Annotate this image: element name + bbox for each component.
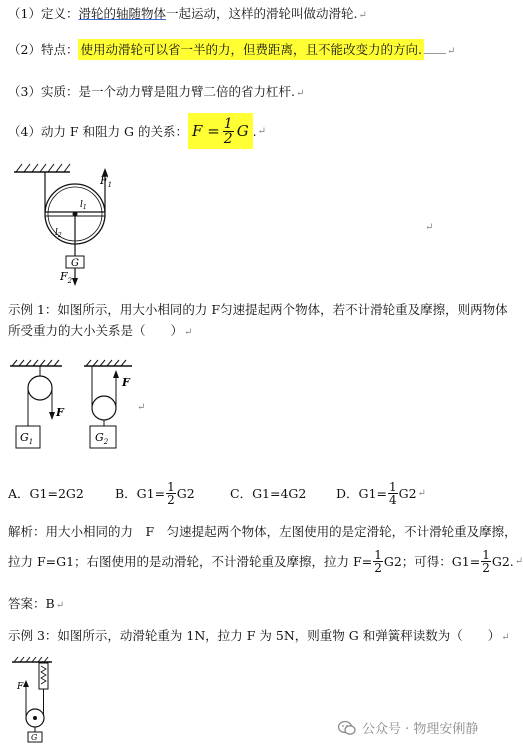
pulley-lever-figure xyxy=(10,160,120,288)
option-b: B．G1= $\frac{1}{2}$ G2 xyxy=(115,479,195,507)
option-a: A．G1=2G2 xyxy=(8,486,84,501)
essence-line: （3）实质：是一个动力臂是阻力臂二倍的省力杠杆.↵ xyxy=(8,84,305,99)
relation-line: （4）动力 F 和阻力 G 的关系： F = $\frac{1}{2}$ G . ↵ xyxy=(8,112,266,150)
definition-line: （1）定义：滑轮的轴随物体一起运动，这样的滑轮叫做动滑轮.↵ xyxy=(8,6,367,21)
spring-scale-pulley-figure xyxy=(10,656,56,746)
feature-line: （2）特点： 使用动滑轮可以省一半的力，但费距离，且不能改变力的方向. ↵ xyxy=(8,40,455,58)
option-c: C．G1=4G2 xyxy=(230,486,307,501)
relation-formula: F = $\frac{1}{2}$ G xyxy=(188,113,253,149)
label-l1: $l_1$ xyxy=(80,200,87,211)
label-f1: $F_1$ xyxy=(100,174,113,189)
analysis-line1: 解析：用大小相同的力 F 匀速提起两个物体，左图使用的是定滑轮，不计滑轮重及摩擦， xyxy=(8,524,517,539)
highlighted-feature: 使用动滑轮可以省一半的力，但费距离，且不能改变力的方向. xyxy=(78,39,423,60)
wechat-icon xyxy=(338,720,356,736)
example3-line: 示例 3：如图所示，动滑轮重为 1N，拉力 F 为 5N，则重物 G 和弹簧秤读数为（ ）↵ xyxy=(8,628,510,643)
option-d: D．G1= $\frac{1}{4}$ G2 ↵ xyxy=(336,479,426,507)
analysis-line2: 拉力 F=G1；右图使用的是动滑轮，不计滑轮重及摩擦，拉力 F= $\frac{1}{2}$ G2；可得：G1= $\frac{1}{2}$ G2. ↵ xyxy=(8,547,523,575)
answer-line: 答案：B↵ xyxy=(8,596,65,611)
example1-line2: 所受重力的大小关系是（ ）↵ xyxy=(8,323,193,338)
label-g: G xyxy=(31,733,38,742)
two-pulleys-figure xyxy=(6,358,136,458)
watermark: 公众号 · 物理安俐静 xyxy=(338,718,478,737)
example1-line1: 示例 1：如图所示，用大小相同的力 F匀速提起两个物体，若不计滑轮重及摩擦，则两物体 xyxy=(8,302,508,317)
label-l2: $l_2$ xyxy=(55,228,62,239)
label-f-right: F xyxy=(122,376,130,389)
label-f: F xyxy=(17,682,24,692)
underlined-term: 滑轮的轴随物体 xyxy=(78,6,166,21)
label-g2: $G_2$ xyxy=(95,431,109,446)
label-f2: $F_2$ xyxy=(60,270,73,285)
label-g: G xyxy=(71,258,79,269)
label-f-left: F xyxy=(56,406,64,419)
label-g1: $G_1$ xyxy=(20,431,34,446)
